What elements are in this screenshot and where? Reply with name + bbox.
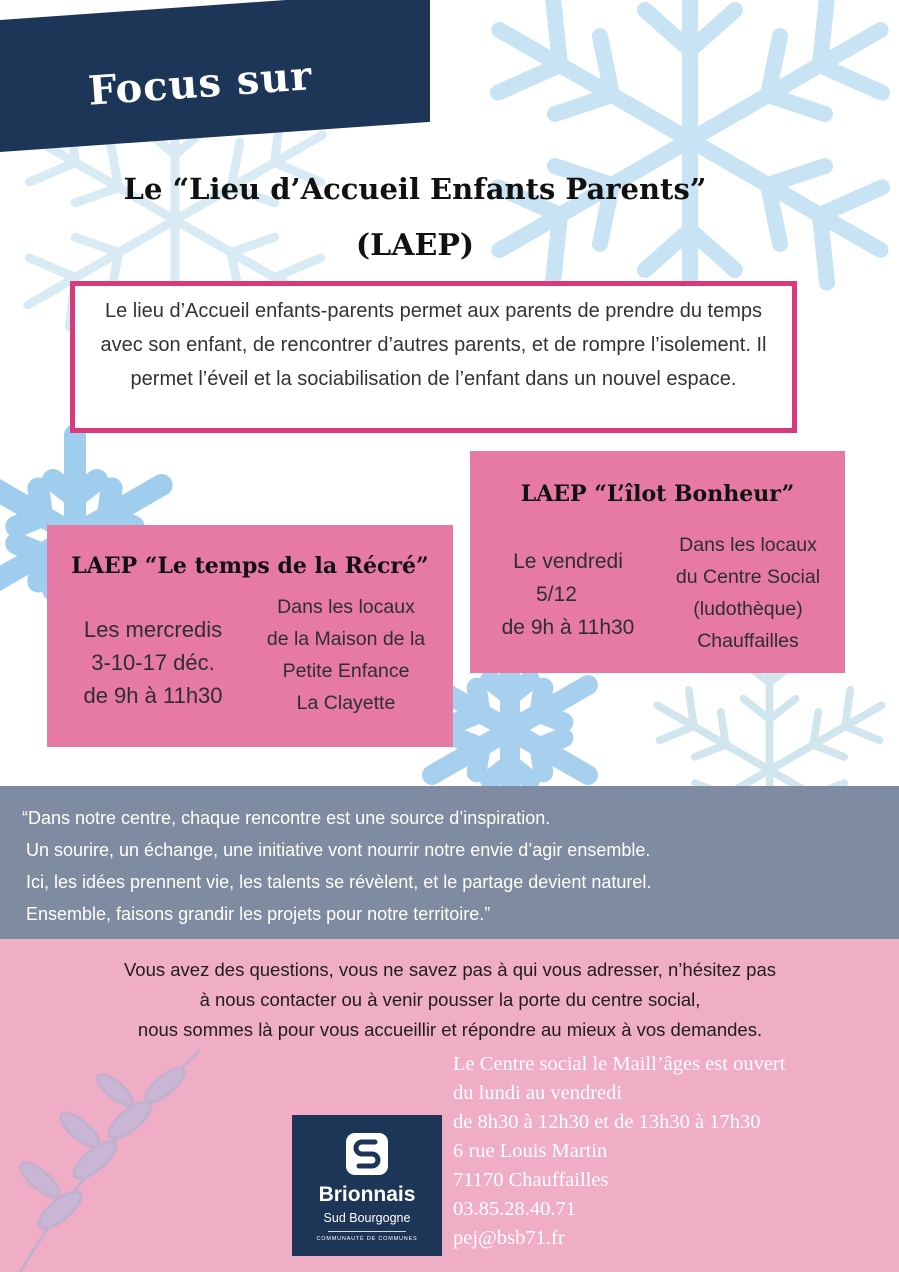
quote-line: Ici, les idées prennent vie, les talents se révèlent, et le partage devient naturel.: [26, 872, 652, 892]
opening-hours: [453, 1050, 893, 1253]
location-line: Dans les locaux: [277, 596, 415, 618]
quote-line: Ensemble, faisons grandir les projets pour notre territoire.”: [26, 904, 491, 924]
contact-line: nous sommes là pour vous accueillir et répondre au mieux à vos demandes.: [137, 1019, 763, 1040]
email-link[interactable]: pej@bsb71.fr: [453, 1227, 565, 1249]
card-location: [253, 591, 439, 719]
schedule-line: Les mercredis: [83, 617, 223, 642]
card-ilot-bonheur: [470, 451, 845, 673]
logo-subtitle: Sud Bourgogne: [323, 1211, 411, 1225]
contact-line: Vous avez des questions, vous ne savez pas à qui vous adresser, n’hésitez pas: [123, 959, 776, 980]
hours-line: du lundi au vendredi: [453, 1082, 623, 1104]
card-title: LAEP “L’îlot Bonheur”: [520, 481, 795, 507]
schedule-line: de 9h à 11h30: [501, 616, 635, 639]
location-line: La Clayette: [296, 692, 396, 714]
location-line: Chauffailles: [697, 630, 799, 652]
page-subtitle: (LAEP): [355, 228, 475, 263]
location-line: Petite Enfance: [282, 660, 410, 682]
page-title: Le “Lieu d’Accueil Enfants Parents”: [123, 172, 707, 206]
logo-mark-icon: [342, 1129, 392, 1179]
schedule-line: 5/12: [536, 583, 577, 606]
address-line: 6 rue Louis Martin: [453, 1140, 608, 1162]
card-title: LAEP “Le temps de la Récré”: [71, 553, 429, 579]
contact-message: [40, 955, 860, 1045]
quote-line: Un sourire, un échange, une initiative vont nourrir notre envie d’agir ensemble.: [26, 840, 651, 860]
address-line: 71170 Chauffailles: [453, 1169, 609, 1191]
brionnais-logo: [292, 1115, 442, 1256]
quote-line: “Dans notre centre, chaque rencontre est une source d’inspiration.: [22, 808, 551, 828]
card-schedule: [488, 545, 648, 644]
schedule-line: de 9h à 11h30: [83, 683, 223, 708]
location-line: de la Maison de la: [266, 628, 426, 650]
location-line: (ludothèque): [693, 598, 803, 620]
card-schedule: [63, 613, 243, 712]
card-location: [658, 529, 838, 657]
location-line: Dans les locaux: [679, 534, 817, 556]
card-temps-recre: [47, 525, 453, 747]
logo-name: Brionnais: [318, 1183, 416, 1206]
schedule-line: 3-10-17 déc.: [91, 650, 215, 675]
hours-line: de 8h30 à 12h30 et de 13h30 à 17h30: [453, 1111, 761, 1133]
logo-tagline: COMMUNAUTÉ DE COMMUNES: [316, 1236, 418, 1242]
schedule-line: Le vendredi: [513, 550, 623, 573]
phone-number: 03.85.28.40.71: [453, 1198, 576, 1220]
contact-line: à nous contacter ou à venir pousser la porte du centre social,: [199, 989, 701, 1010]
intro-box: Le lieu d’Accueil enfants-parents permet aux parents de prendre du temps avec son enfant, de rencontrer d’autres parents, et de rompre l’isolement. Il permet l’éveil et la sociabilisation de l’enfant dans un nouvel espace.: [70, 281, 797, 433]
location-line: du Centre Social: [675, 566, 821, 588]
banner-label: Focus sur: [86, 52, 314, 115]
hours-line: Le Centre social le Maill’âges est ouvert: [453, 1053, 786, 1075]
quote-band: [0, 786, 899, 939]
logo-divider: [328, 1231, 406, 1232]
